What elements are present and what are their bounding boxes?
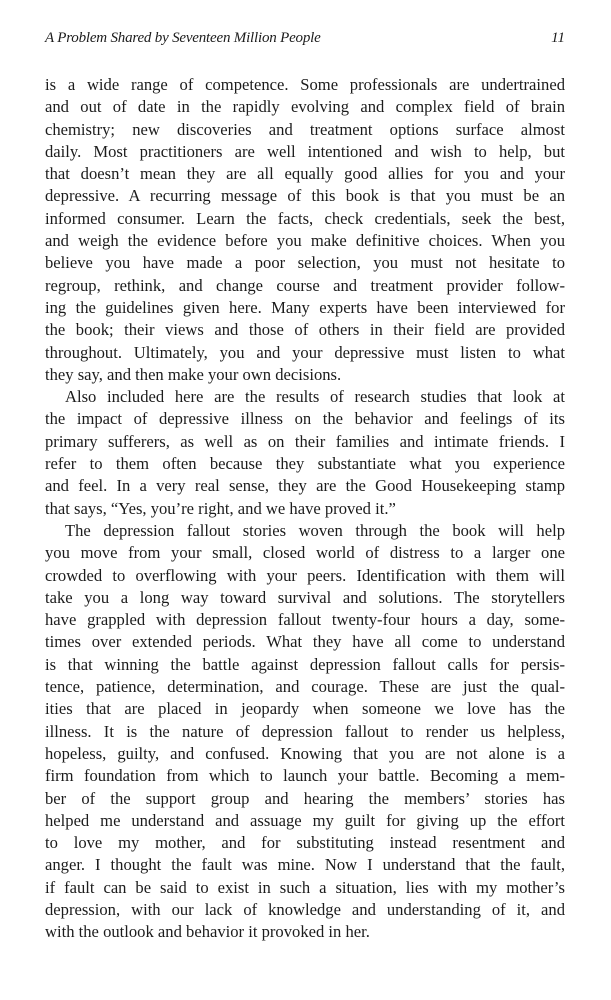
text-line: anger. I thought the fault was mine. Now I understand that the fault, — [45, 855, 565, 875]
text-line: firm foundation from which to launch your battle. Becoming a mem- — [45, 766, 565, 786]
text-line: the impact of depressive illness on the behavior and feelings of its — [45, 409, 565, 429]
text-line: is that winning the battle against depression fallout calls for persis- — [45, 654, 565, 674]
text-line: believe you have made a poor selection, you must not hesitate to — [45, 253, 565, 273]
text-line: primary sufferers, as well as on their families and intimate friends. I — [45, 431, 565, 451]
text-line: they say, and then make your own decisions. — [45, 364, 342, 384]
running-title: A Problem Shared by Seventeen Million People — [45, 30, 321, 46]
text-line: The depression fallout stories woven through the book will help — [65, 520, 565, 540]
text-line: with the outlook and behavior it provoked in her. — [45, 922, 370, 942]
text-line: to love my mother, and for substituting instead resentment and — [45, 833, 565, 853]
text-line: if fault can be said to exist in such a situation, lies with my mother’s — [45, 877, 565, 897]
paragraph — [45, 386, 565, 520]
text-line: is a wide range of competence. Some professionals are undertrained — [45, 75, 565, 94]
text-line: and weigh the evidence before you make definitive choices. When you — [45, 231, 565, 251]
text-line: throughout. Ultimately, you and your depressive must listen to what — [45, 342, 565, 362]
text-line: helped me understand and assuage my guilt for giving up the effort — [45, 810, 565, 830]
text-line: regroup, rethink, and change course and treatment provider follow- — [45, 275, 565, 295]
text-line: and out of date in the rapidly evolving and complex field of brain — [45, 97, 565, 117]
text-line: tence, patience, determination, and courage. These are just the qual- — [45, 677, 565, 697]
text-line: ber of the support group and hearing the members’ stories has — [45, 788, 565, 808]
text-line: ing the guidelines given here. Many experts have been interviewed for — [45, 297, 565, 317]
text-line: depression, with our lack of knowledge and understanding of it, and — [45, 899, 565, 919]
text-line: informed consumer. Learn the facts, check credentials, seek the best, — [45, 208, 565, 228]
text-line: and feel. In a very real sense, they are the Good Housekeeping stamp — [45, 476, 565, 496]
text-line: refer to them often because they substantiate what you experience — [45, 454, 565, 474]
text-line: you move from your small, closed world of distress to a larger one — [45, 543, 565, 563]
text-line: illness. It is the nature of depression fallout to render us helpless, — [45, 721, 565, 741]
page-number: 11 — [551, 30, 565, 46]
text-line: hopeless, guilty, and confused. Knowing that you are not alone is a — [45, 743, 565, 763]
paragraph — [45, 520, 565, 944]
text-line: that doesn’t mean they are all equally good allies for you and your — [45, 164, 565, 184]
text-line: have grappled with depression fallout twenty-four hours a day, some- — [45, 610, 565, 630]
text-line: ities that are placed in jeopardy when someone we love has the — [45, 699, 565, 719]
text-line: times over extended periods. What they have all come to understand — [45, 632, 565, 652]
body-text — [45, 74, 565, 944]
text-line: depressive. A recurring message of this book is that you must be an — [45, 186, 565, 206]
running-header — [45, 30, 565, 52]
text-line: crowded to overflowing with your peers. Identification with them will — [45, 565, 565, 585]
text-line: the book; their views and those of others in their field are provided — [45, 320, 565, 340]
paragraph — [45, 74, 565, 386]
text-line: daily. Most practitioners are well intentioned and wish to help, but — [45, 141, 565, 161]
text-line: that says, “Yes, you’re right, and we have proved it.” — [45, 498, 396, 518]
text-line: chemistry; new discoveries and treatment options surface almost — [45, 119, 565, 139]
text-line: Also included here are the results of research studies that look at — [65, 387, 565, 407]
text-line: take you a long way toward survival and solutions. The storytellers — [45, 587, 565, 607]
